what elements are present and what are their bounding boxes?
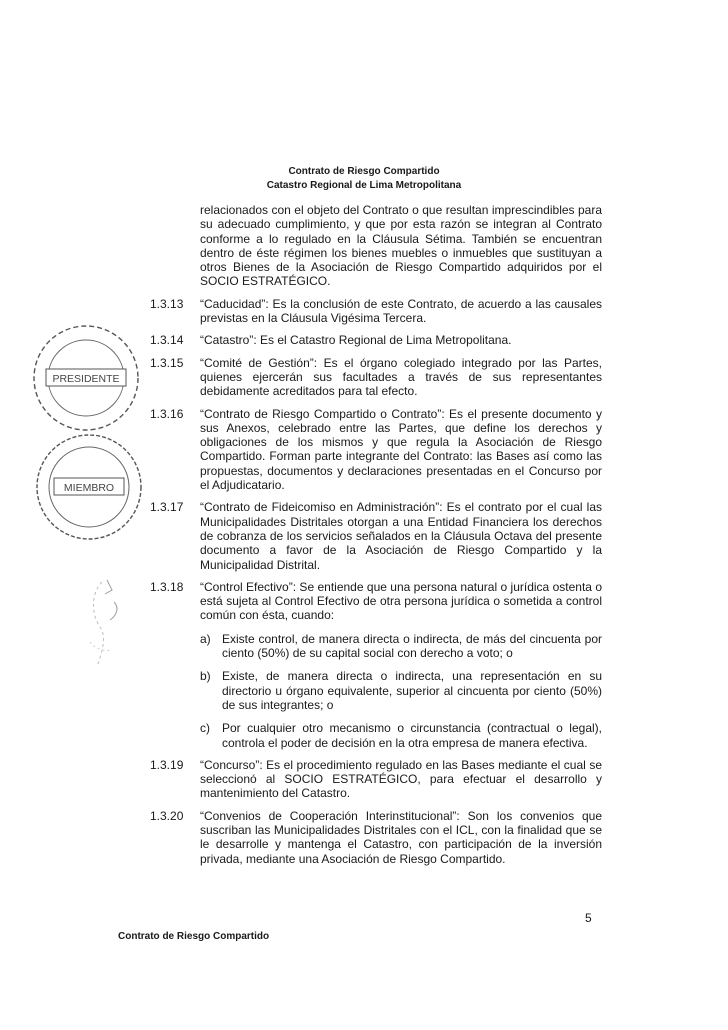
list-text: Existe control, de manera directa o indirecta, de más del cincuenta por ciento (50%) de su capital social con derecho a voto; o <box>222 631 602 661</box>
header-subtitle: Catastro Regional de Lima Metropolitana <box>266 180 462 191</box>
clause-number: 1.3.14 <box>150 333 184 348</box>
presidente-stamp-label: PRESIDENTE <box>52 373 120 385</box>
clause-text: “Contrato de Riesgo Compartido o Contrato”: Es el presente documento y sus Anexos, celebrado entre las Partes, que define los derechos y obligaciones de los mismos y que regula la Asociación de Riesgo Compartido. Forman parte integrante del Contrato: las Bases así como las propuestas, documentos y declaraciones presentadas en el Concurso por el Adjudicatario. <box>200 406 602 493</box>
clause-1-3-15 <box>150 356 602 399</box>
footer: Contrato de Riesgo Compartido <box>118 931 270 942</box>
clause-text: “Comité de Gestión”: Es el órgano colegiado integrado por las Partes, quienes ejercerán sus facultades a través de sus representantes debidamente acreditados para tal efecto. <box>200 355 602 399</box>
clause-number: 1.3.17 <box>150 500 184 515</box>
clause-number: 1.3.16 <box>150 406 184 421</box>
clause-1-3-13 <box>150 297 602 326</box>
clause-text: “Control Efectivo”: Se entiende que una persona natural o jurídica ostenta o está sujeta al Control Efectivo de otra persona jurídica o sometida a control común con ésta, cuando: <box>200 579 602 623</box>
header-title: Contrato de Riesgo Compartido <box>288 166 440 177</box>
faint-stamp <box>72 572 152 677</box>
list-item <box>200 632 602 661</box>
presidente-stamp <box>30 322 142 434</box>
list-text: Existe, de manera directa o indirecta, una representación en su directorio u órgano equivalente, superior al cincuenta por ciento (50%) de sus integrantes; o <box>222 669 602 712</box>
list-item <box>200 721 602 750</box>
page-number: 5 <box>585 911 592 925</box>
clause-number: 1.3.18 <box>150 579 184 594</box>
clause-number: 1.3.13 <box>150 296 184 311</box>
clause-text: “Convenios de Cooperación Interinstitucional”: Son los convenios que suscriban las Municipalidades Distritales con el ICL, con la finalidad que se le desarrolle y mantenga el Catastro, con participación de la inversión privada, mediante una Asociación de Riesgo Compartido. <box>200 808 602 866</box>
miembro-stamp-label: MIEMBRO <box>63 482 115 494</box>
list-letter: c) <box>200 721 210 736</box>
clause-1-3-20 <box>150 809 602 866</box>
document-body <box>150 203 602 866</box>
continuation-paragraph: relacionados con el objeto del Contrato o que resultan imprescindibles para su adecuado cumplimiento, y que por esta razón se integran al Contrato conforme a lo regulado en la Cláusula Sétima. También se encuentran dentro de éste régimen los bienes muebles o inmuebles que sustituyan a otros Bienes de la Asociación de Riesgo Compartido adquiridos por el SOCIO ESTRATÉGICO. <box>200 203 602 289</box>
clause-1-3-19 <box>150 758 602 801</box>
clause-1-3-16 <box>150 407 602 493</box>
clause-number: 1.3.15 <box>150 355 184 370</box>
list-item <box>200 669 602 712</box>
clause-1-3-14 <box>150 333 602 347</box>
clause-number: 1.3.20 <box>150 808 184 823</box>
list-letter: a) <box>200 631 211 646</box>
clause-1-3-18 <box>150 580 602 623</box>
clause-text: “Concurso”: Es el procedimiento regulado en las Bases mediante el cual se seleccionó al SOCIO ESTRATÉGICO, para efectuar el desarrollo y mantenimiento del Catastro. <box>200 757 602 801</box>
clause-text: “Catastro”: Es el Catastro Regional de Lima Metropolitana. <box>200 333 512 348</box>
miembro-stamp <box>32 430 147 545</box>
list-text: Por cualquier otro mecanismo o circunstancia (contractual o legal), controla el poder de decisión en la otra empresa de manera efectiva. <box>222 721 602 750</box>
clause-text: “Caducidad”: Es la conclusión de este Contrato, de acuerdo a las causales previstas en la Cláusula Vigésima Tercera. <box>200 296 602 326</box>
list-letter: b) <box>200 669 211 684</box>
clause-text: “Contrato de Fideicomiso en Administración”: Es el contrato por el cual las Municipalidades Distritales otorgan a una Entidad Financiera los derechos de cobranza de los servicios señalados en la Cláusula Octava del presente documento a favor de la Asociación de Riesgo Compartido y la Municipalidad Distrital. <box>200 500 602 572</box>
clause-number: 1.3.19 <box>150 757 184 772</box>
clause-1-3-17 <box>150 500 602 571</box>
control-conditions-list <box>200 632 602 750</box>
